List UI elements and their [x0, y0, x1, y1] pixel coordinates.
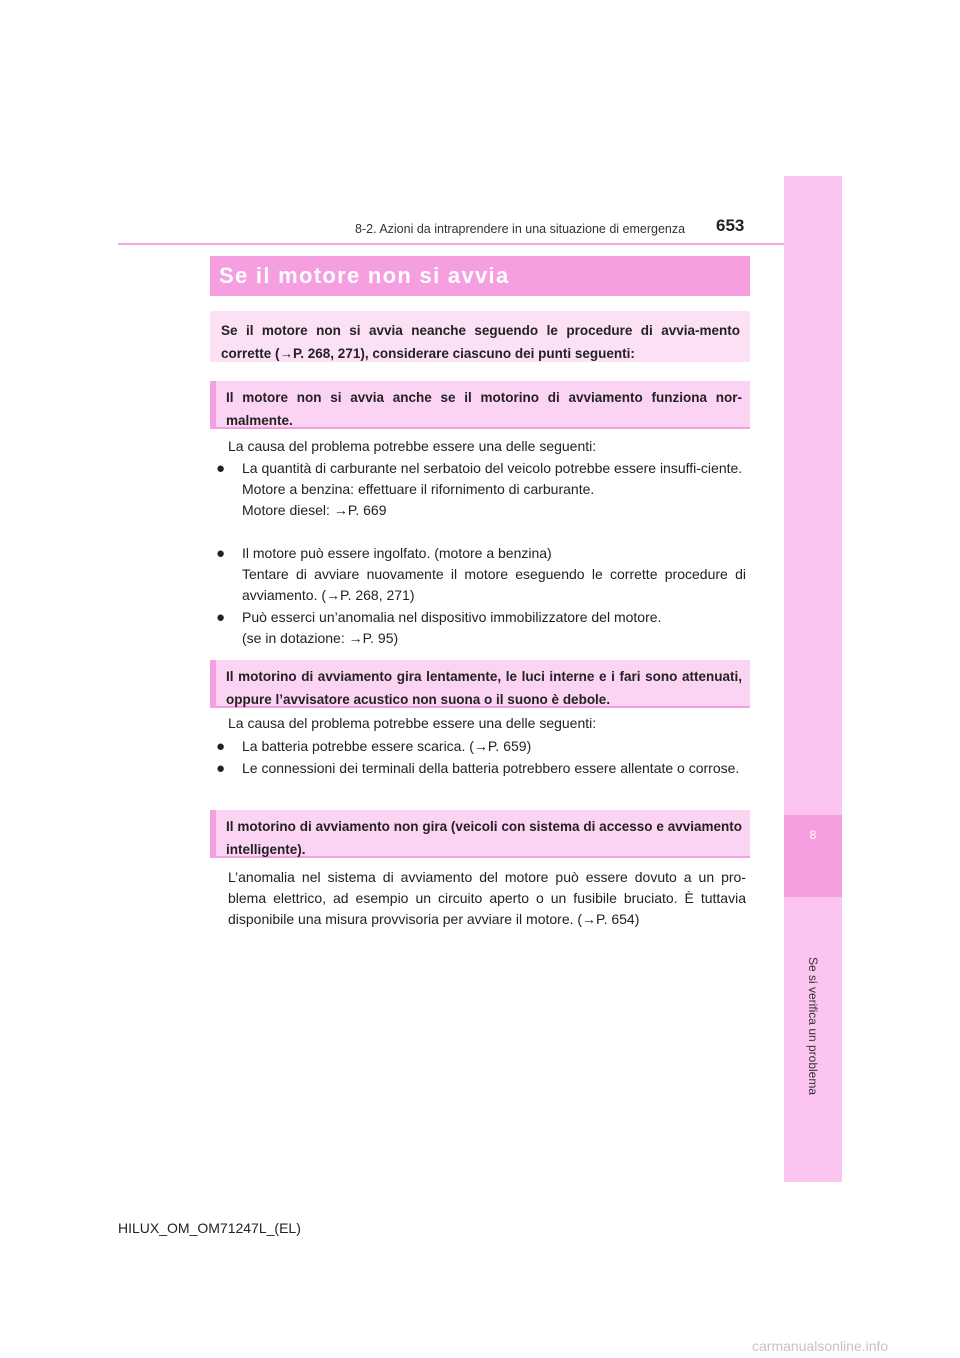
bullet-text: La batteria potrebbe essere scarica. (→P. 659): [242, 738, 532, 754]
bullet-text: La quantità di carburante nel serbatoio del veicolo potrebbe essere insuffi-ciente.: [242, 460, 743, 476]
bullet-dot-icon: ●: [216, 738, 226, 755]
bullet-line: Motore a benzina: effettuare il rifornimento di carburante.: [242, 481, 595, 497]
page-number: 653: [716, 216, 745, 235]
bullet-dot-icon: ●: [216, 760, 226, 777]
page-title: Se il motore non si avvia: [210, 256, 750, 296]
header-section-title: 8-2. Azioni da intraprendere in una situazione di emergenza: [355, 222, 686, 236]
section-2-bullet-2: [216, 758, 746, 779]
bullet-line: Motore diesel: →P. 669: [242, 502, 387, 518]
header-divider: [118, 243, 842, 245]
subheading-2: Il motorino di avviamento gira lentamente, le luci interne e i fari sono attenuati, oppure l’avvisatore acustico non suona o il suono è debole.: [210, 660, 750, 708]
section-1-bullet-1: [216, 458, 746, 521]
chapter-title: Se si verifica un problema: [806, 956, 820, 1096]
footer-document-code: HILUX_OM_OM71247L_(EL): [118, 1220, 301, 1236]
bullet-text: Il motore può essere ingolfato. (motore a benzina): [242, 545, 552, 561]
bullet-dot-icon: ●: [216, 460, 226, 477]
bullet-text: Può esserci un’anomalia nel dispositivo immobilizzatore del motore.: [242, 609, 662, 625]
section-2-lead: La causa del problema potrebbe essere una delle seguenti:: [228, 715, 597, 731]
bullet-dot-icon: ●: [216, 545, 226, 562]
bullet-text: Le connessioni dei terminali della batteria potrebbero essere allentate o corrose.: [242, 760, 740, 776]
bullet-line: Tentare di avviare nuovamente il motore eseguendo le corrette procedure di avviamento. (→P. 268, 271): [242, 566, 746, 603]
section-1-lead: La causa del problema potrebbe essere una delle seguenti:: [228, 438, 597, 454]
section-3-lead: L’anomalia nel sistema di avviamento del motore può essere dovuto a un pro-blema elettrico, ad esempio un circuito aperto o un fusibile bruciato. È tuttavia disponibile una misura provvisoria per avviare il motore. (→P. 654): [228, 869, 746, 927]
intro-box: Se il motore non si avvia neanche seguendo le procedure di avvia-mento corrette (→P. 268, 271), considerare ciascuno dei punti seguenti:: [210, 311, 750, 362]
section-1-bullet-3: [216, 607, 746, 649]
section-1-bullet-2: [216, 543, 746, 606]
subheading-1: Il motore non si avvia anche se il motorino di avviamento funziona nor-malmente.: [210, 381, 750, 429]
bullet-line: (se in dotazione: →P. 95): [242, 630, 399, 646]
bullet-dot-icon: ●: [216, 609, 226, 626]
subheading-3: Il motorino di avviamento non gira (veicoli con sistema di accesso e avviamento intelligente).: [210, 810, 750, 858]
watermark: carmanualsonline.info: [752, 1338, 889, 1354]
section-2-bullet-1: [216, 736, 746, 757]
chapter-number: 8: [809, 828, 817, 842]
